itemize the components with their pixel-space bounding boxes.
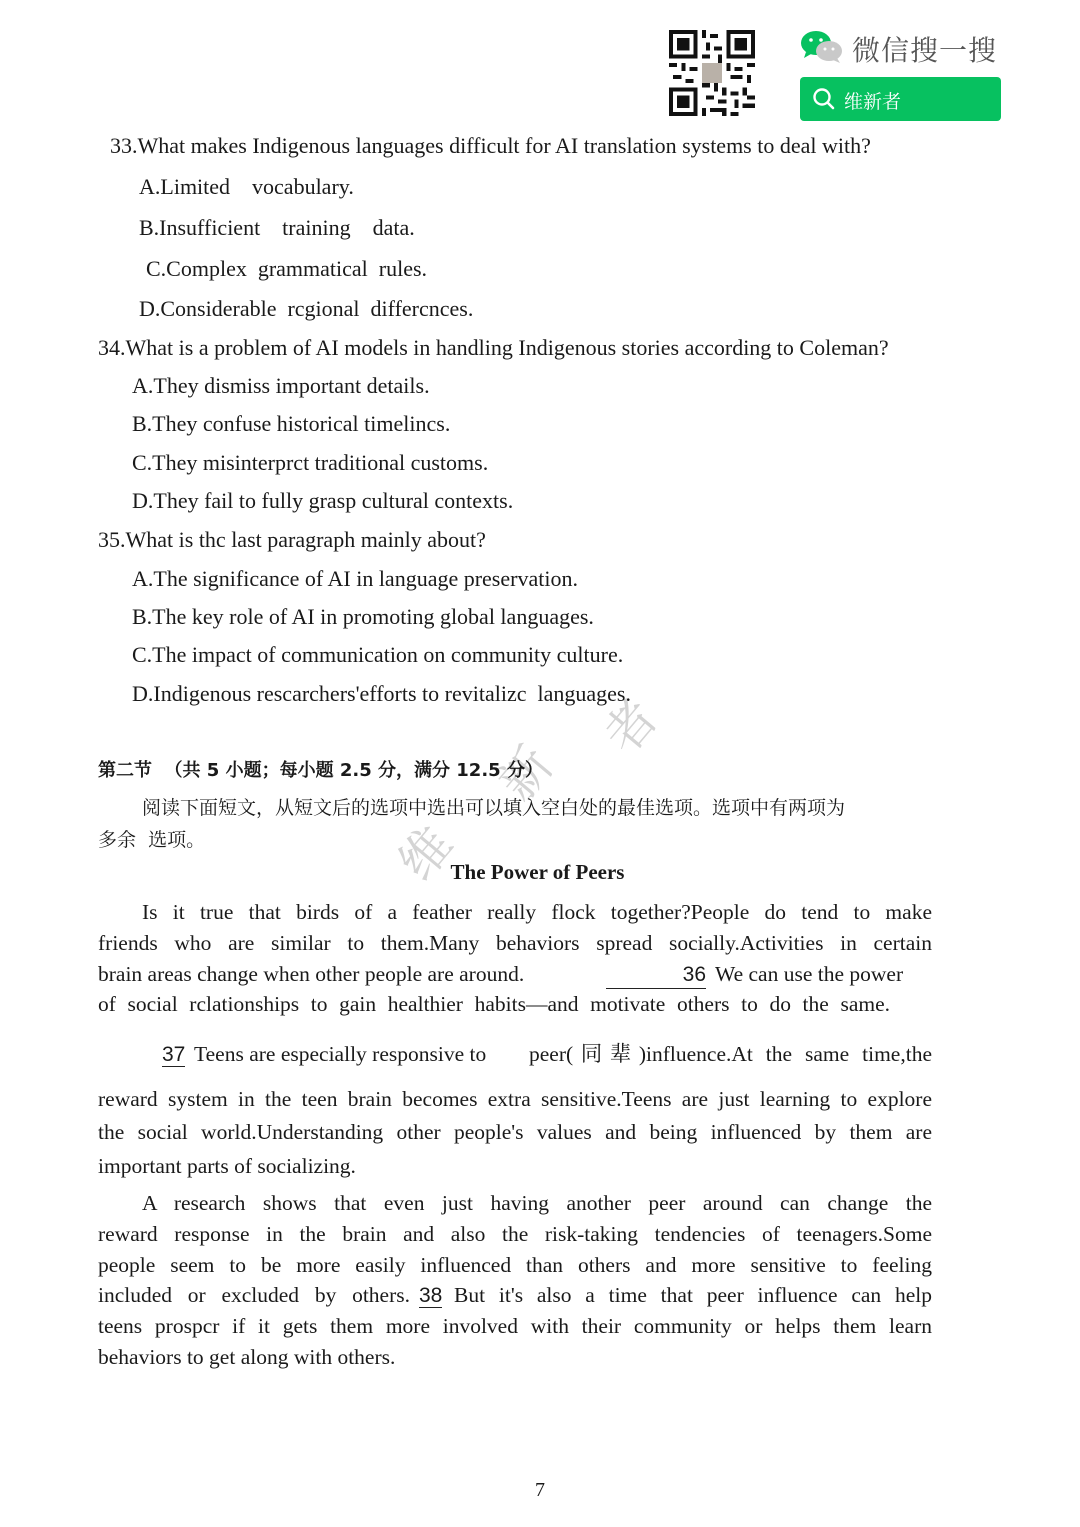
passage-line: reward system in the teen brain becomes extra sensitive.Teens are just learning to explore: [98, 1087, 932, 1111]
passage-line: A research shows that even just having another peer around can change the: [142, 1191, 932, 1215]
blank-number: 36: [606, 962, 706, 989]
question-option: A.Limited vocabulary.: [139, 174, 354, 199]
question-stem-35: 35.What is thc last paragraph mainly about?: [98, 527, 486, 552]
passage-line: But it's also a time that peer influence can help: [454, 1283, 932, 1307]
passage-line: teens prospcr if it gets them more involved with their community or helps them learn: [98, 1314, 932, 1338]
section-heading: 第二节 （共 5 小题；每小题 2.5 分，满分 12.5 分）: [98, 760, 543, 781]
passage-line: We can use the power: [715, 962, 904, 986]
page-number: 7: [535, 1479, 545, 1501]
watermark-char: 新: [487, 735, 565, 812]
passage-line: of social rclationships to gain healthier habits—and motivate others to do the same.: [98, 992, 890, 1016]
question-option: D.Indigenous rescarchers'efforts to revitalizc languages.: [132, 681, 631, 706]
passage-title: The Power of Peers: [450, 860, 625, 884]
wechat-logo-icon: [800, 30, 844, 64]
question-option: D.Considerable rcgional differcnces.: [139, 296, 474, 321]
question-option: B.Insufficient training data.: [139, 215, 415, 240]
question-option: B.The key role of AI in promoting global languages.: [132, 604, 594, 629]
answer-blank-38: [419, 1282, 442, 1309]
qr-code-icon: [669, 30, 755, 116]
passage-line: the social world.Understanding other people's values and being influenced by them are: [98, 1120, 932, 1144]
search-icon: [812, 87, 836, 111]
passage-line: people seem to be more easily influenced than others and more sensitive to feeling: [98, 1253, 932, 1277]
watermark-char: 者: [592, 688, 670, 765]
passage-line: Teens are especially responsive to: [194, 1042, 487, 1066]
blank-number: 37: [162, 1043, 186, 1066]
wechat-search-label: 微信搜一搜: [852, 34, 998, 67]
passage-line: friends who are similar to them.Many behaviors spread socially.Activities in certain: [98, 931, 932, 955]
section-instruction: 阅读下面短文，从短文后的选项中选出可以填入空白处的最佳选项。选项中有两项为: [142, 797, 846, 819]
answer-blank-36: [606, 961, 706, 989]
question-stem-34: 34.What is a problem of AI models in handling Indigenous stories according to Coleman?: [98, 335, 889, 360]
section-instruction: 多余 选项。: [98, 829, 206, 851]
passage-line: included or excluded by others.: [98, 1283, 410, 1307]
passage-line: important parts of socializing.: [98, 1154, 356, 1178]
passage-line: brain areas change when other people are around.: [98, 962, 525, 986]
question-option: C.They misinterprct traditional customs.: [132, 450, 489, 475]
answer-blank-37: [162, 1041, 185, 1068]
question-option: C.Complex grammatical rules.: [146, 256, 428, 281]
question-option: A.They dismiss important details.: [132, 373, 430, 398]
watermark-char: 维: [387, 815, 465, 892]
question-option: A.The significance of AI in language preservation.: [132, 566, 578, 591]
question-option: D.They fail to fully grasp cultural contexts.: [132, 488, 514, 513]
wechat-search-button-label: 维新者: [844, 91, 902, 113]
blank-number: 38: [419, 1284, 443, 1307]
passage-line: Is it true that birds of a feather really flock together?People do tend to make: [142, 900, 932, 924]
question-option: C.The impact of communication on community culture.: [132, 642, 624, 667]
passage-line: behaviors to get along with others.: [98, 1345, 396, 1369]
question-stem-33: 33.What makes Indigenous languages difficult for AI translation systems to deal with?: [110, 133, 871, 158]
wechat-search-button[interactable]: [800, 77, 1001, 121]
passage-line: peer(同辈)influence.At the same time,the: [529, 1042, 932, 1066]
passage-line: reward response in the brain and also the risk-taking tendencies of teenagers.Some: [98, 1222, 932, 1246]
question-option: B.They confuse historical timelincs.: [132, 411, 451, 436]
